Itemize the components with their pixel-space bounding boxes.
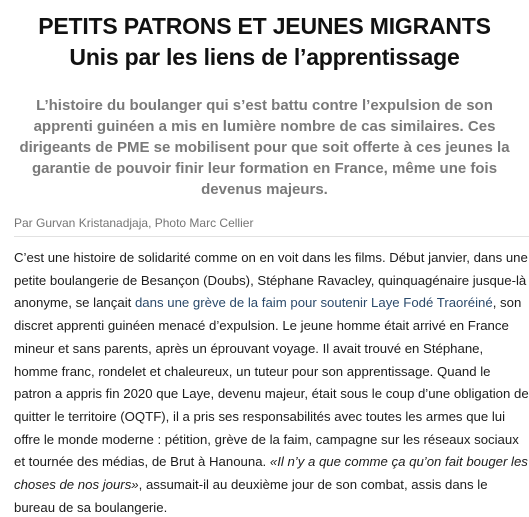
byline: Par Gurvan Kristanadjaja, Photo Marc Cellier (14, 216, 254, 230)
body-text-part-1: C’est une histoire de solidarité comme on en voit dans les films. Début janvier, dans une petite boulangerie de Besançon (Doubs), Stéphane Ravacley, quinquagénaire jusque-là anonyme, se lançait (14, 250, 528, 311)
hunger-strike-link[interactable]: dans une grève de la faim pour soutenir Laye Fodé Traoréiné (134, 295, 493, 311)
body-paragraph (14, 247, 529, 517)
headline-line-2: Unis par les liens de l’apprentissage (69, 44, 460, 70)
standfirst: L’histoire du boulanger qui s’est battu contre l’expulsion de son apprenti guinéen a mis en lumière nombre de cas similaires. Ces dirigeants de PME se mobilisent pour que soit offerte à ces jeunes la garantie de pouvoir finir leur formation en France, même une fois devenus majeurs. (19, 97, 510, 198)
body-text-part-2: , son discret apprenti guinéen menacé d’expulsion. Le jeune homme était arrivé en France mineur et sans parents, après un éprouvant voyage. Il avait trouvé en Stéphane, homme franc, rondelet et chaleureux, un tuteur pour son apprentissage. Quand le patron a appris fin 2020 que Laye, devenu majeur, était sous le coup d’une obligation de quitter le territoire (OQTF), il a pris ses responsabilités avec toutes les armes que lui offre le monde moderne : pétition, grève de la faim, campagne sur les réseaux sociaux et tournée des médias, de Brut à Hanouna. (14, 295, 529, 470)
body-text-part-3: , assumait-il au deuxième jour de son combat, assis dans le bureau de sa boulangerie. (14, 477, 488, 515)
pull-quote: «Il n’y a que comme ça qu’on fait bouger les choses de nos jours» (14, 454, 528, 493)
headline-line-1: PETITS PATRONS ET JEUNES MIGRANTS (38, 13, 491, 39)
byline-divider (14, 236, 529, 237)
headline (0, 11, 529, 73)
